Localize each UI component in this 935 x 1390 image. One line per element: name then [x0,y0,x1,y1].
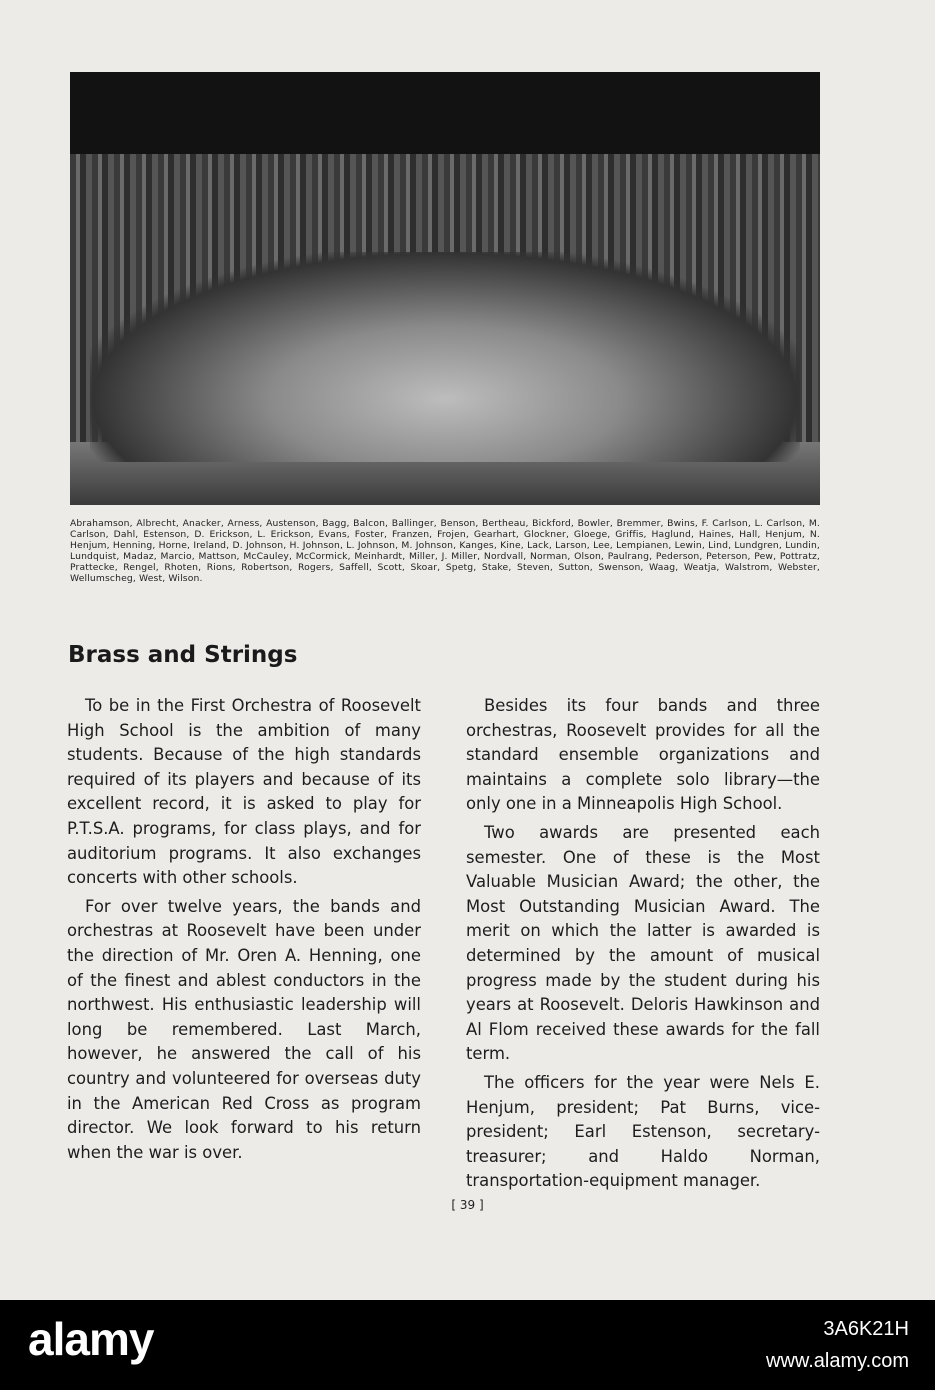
orchestra-photo [70,72,820,505]
paragraph: For over twelve years, the bands and orchestras at Roosevelt have been under the direction of Mr. Oren A. Henning, one of the finest and ablest conductors in the northwest. His enthusiastic leadership will long be remembered. Last March, however, he answered the call of his country and volunteered for overseas duty in the American Red Cross as program director. We look forward to his return when the war is over. [67,896,421,1162]
orchestra-members [90,252,800,462]
image-id: 3A6K21H [823,1318,909,1340]
paragraph: Two awards are presented each semester. One of these is the Most Valuable Musician Award; the other, the Most Outstanding Musician Award. The merit on which the latter is awarded is determined by the amount of musical progress made by the student during his years at Roosevelt. Deloris Hawkinson and Al Flom received these awards for the fall term. [466,822,820,1064]
page-title: Brass and Strings [68,642,298,668]
stage-valance [70,72,820,154]
alamy-logo: alamy [28,1313,154,1365]
watermark-footer [0,1300,935,1390]
paragraph: To be in the First Orchestra of Roosevelt High School is the ambition of many students. Because of the high standards required of its players and because of its excellent record, it is asked to play for P.T.S.A. programs, for class plays, and for auditorium programs. It also exchanges concerts with other schools. [67,696,421,888]
page-number: [ 39 ] [451,1198,484,1212]
right-column [466,694,820,1198]
site-url: www.alamy.com [766,1350,909,1372]
left-column [67,694,421,1169]
photo-caption: Abrahamson, Albrecht, Anacker, Arness, Austenson, Bagg, Balcon, Ballinger, Benson, Bertheau, Bickford, Bowler, Bremmer, Bwins, F. Carlson, L. Carlson, M. Carlson, Dahl, Estenson, D. Erickson, L. Erickson, Evans, Foster, Franzen, Frojen, Gearhart, Glockner, Gloege, Griffis, Haglund, Haines, Hall, Henjum, N. Henjum, Henning, Horne, Ireland, D. Johnson, H. Johnson, L. Johnson, M. Johnson, Kanges, Kine, Lack, Larson, Lee, Lempianen, Lewin, Lind, Lundgren, Lundin, Lundquist, Madaz, Marcio, Mattson, McCauley, McCormick, Meinhardt, Miller, J. Miller, Nordvall, Norman, Olson, Paulrang, Pederson, Peterson, Pew, Pottratz, Prattecke, Rengel, Rhoten, Rions, Robertson, Rogers, Saffell, Scott, Skoar, Spetg, Stake, Steven, Sutton, Swenson, Waag, Weatja, Walstrom, Webster, Wellumscheg, West, Wilson. [70,518,820,584]
paragraph: The officers for the year were Nels E. Henjum, president; Pat Burns, vice-president; Earl Estenson, secretary-treasurer; and Haldo Norman, transportation-equipment manager. [466,1072,820,1191]
paragraph: Besides its four bands and three orchestras, Roosevelt provides for all the standard ensemble organizations and maintains a complete solo library—the only one in a Minneapolis High School. [466,696,820,814]
